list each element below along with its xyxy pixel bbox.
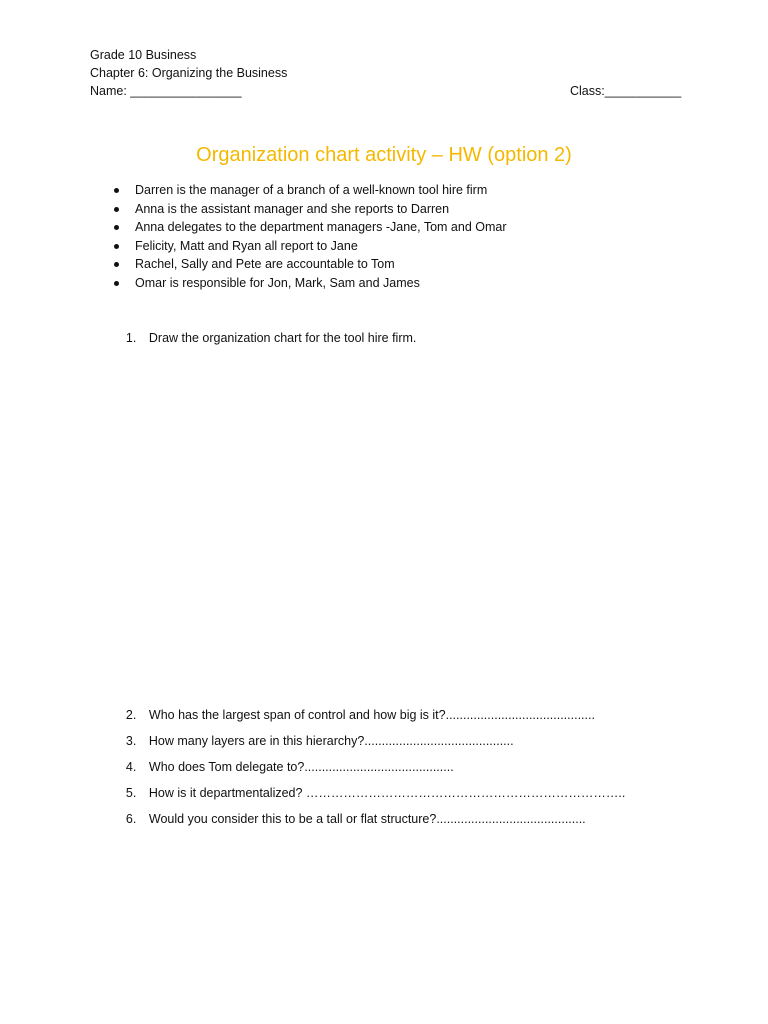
bullet-item — [112, 181, 507, 200]
bullet-item — [112, 218, 507, 237]
bullet-text: Darren is the manager of a branch of a well-known tool hire firm — [135, 183, 488, 197]
course-label: Grade 10 Business — [90, 48, 197, 62]
bullet-dot-icon — [114, 188, 119, 193]
question-number: 3. — [125, 734, 137, 748]
bullet-item — [112, 255, 507, 274]
bullet-item — [112, 274, 507, 293]
question-text: Who does Tom delegate to?........................................... — [148, 760, 454, 774]
name-field-line: Name: ________________ — [90, 84, 242, 98]
bullet-dot-icon — [114, 225, 119, 230]
chapter-label: Chapter 6: Organizing the Business — [90, 66, 288, 80]
question-number: 1. — [125, 331, 137, 345]
question-text: Who has the largest span of control and how big is it?........................................... — [148, 708, 595, 722]
question-6 — [112, 795, 586, 843]
bullet-text: Felicity, Matt and Ryan all report to Jane — [135, 238, 358, 253]
question-number: 4. — [125, 760, 137, 774]
bullet-dot-icon — [114, 262, 119, 267]
question-number: 2. — [125, 708, 137, 722]
bullet-text: Rachel, Sally and Pete are accountable to Tom — [135, 257, 395, 272]
class-field-line: Class:___________ — [570, 84, 682, 98]
question-text: How is it departmentalized? ………………………………………………………………….. — [148, 786, 626, 800]
question-text: How many layers are in this hierarchy?........................................... — [148, 734, 514, 748]
question-text: Would you consider this to be a tall or flat structure?........................................... — [148, 812, 586, 826]
bullet-dot-icon — [114, 244, 119, 249]
question-text: Draw the organization chart for the tool hire firm. — [148, 331, 417, 345]
bullet-item — [112, 200, 507, 219]
scenario-bullet-list — [112, 181, 507, 293]
page-title: Organization chart activity – HW (option 2) — [196, 144, 572, 166]
bullet-text: Omar is responsible for Jon, Mark, Sam and James — [135, 275, 420, 290]
bullet-dot-icon — [114, 207, 119, 212]
question-number: 6. — [125, 812, 137, 826]
question-number: 5. — [125, 786, 137, 800]
bullet-text: Anna delegates to the department managers -Jane, Tom and Omar — [135, 220, 507, 235]
question-1 — [112, 314, 416, 362]
bullet-item — [112, 237, 507, 256]
bullet-dot-icon — [114, 281, 119, 286]
bullet-text: Anna is the assistant manager and she reports to Darren — [135, 201, 450, 216]
